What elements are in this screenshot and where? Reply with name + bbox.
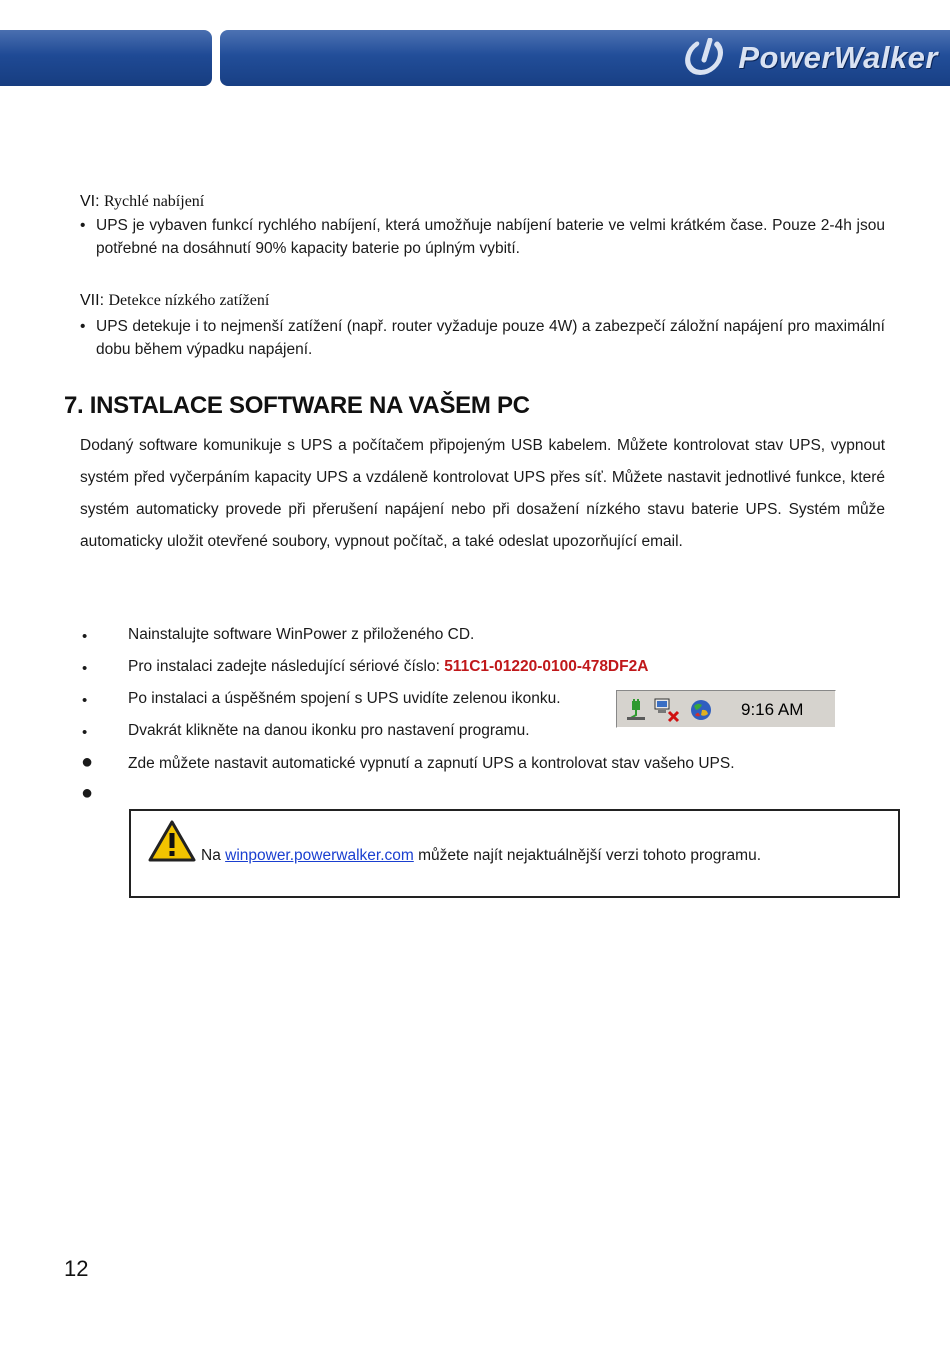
bullet-icon: ● [81, 782, 94, 804]
chapter-title: 7. INSTALACE SOFTWARE NA VAŠEM PC [64, 392, 530, 419]
section-vii-bullet [80, 315, 885, 361]
network-disconnected-icon [653, 697, 681, 723]
section-vi-number: VI: [80, 193, 100, 210]
section-vi-text: UPS je vybaven funkcí rychlého nabíjení, která umožňuje nabíjení baterie ve velmi krátkém čase. Pouze 2-4h jsou potřebné na dosáhnutí 90% kapacity baterie po úplným vybití. [96, 217, 885, 257]
bullet-icon: • [82, 660, 88, 677]
banner-right-block [220, 30, 950, 86]
bullet-icon: • [80, 217, 86, 234]
bullet-icon: • [82, 724, 88, 741]
step-serial-text [128, 658, 648, 676]
notice-box [129, 809, 900, 898]
section-vi-title: Rychlé nabíjení [104, 193, 205, 210]
header-banner [0, 30, 950, 86]
banner-left-block [0, 30, 212, 86]
power-symbol-icon [684, 38, 732, 78]
system-tray-screenshot [616, 690, 836, 728]
section-vi-heading [80, 193, 204, 211]
winpower-plug-icon [625, 699, 647, 721]
bullet-icon: • [82, 692, 88, 709]
step-doubleclick-text: Dvakrát klikněte na danou ikonku pro nastavení programu. [128, 722, 530, 739]
step-connected-text: Po instalaci a úspěšném spojení s UPS uvidíte zelenou ikonku. [128, 690, 561, 707]
serial-number: 511C1-01220-0100-478DF2A [444, 658, 649, 675]
chapter-paragraph: Dodaný software komunikuje s UPS a počítačem připojeným USB kabelem. Můžete kontrolovat stav UPS, vypnout systém před vyčerpáním kapacity UPS a vzdáleně kontrolovat UPS přes síť. Můžete nastavit jednotlivé funkce, které systém automaticky provede při přerušení napájení nebo při dosažení nízkého stavu baterie UPS. Systém může automaticky uložit otevřené soubory, vypnout počítač, a také odeslat upozorňující email. [80, 437, 885, 550]
section-vi-bullet [80, 214, 885, 260]
bullet-icon: ● [81, 751, 94, 773]
notice-text [201, 847, 761, 865]
bullet-icon: • [82, 628, 88, 645]
section-vii-number: VII: [80, 292, 105, 309]
tray-clock: 9:16 AM [741, 700, 804, 719]
section-vii-title: Detekce nízkého zatížení [108, 292, 270, 309]
step-install-text: Nainstalujte software WinPower z přiloženého CD. [128, 626, 475, 643]
warning-icon [147, 819, 197, 863]
section-vii-text: UPS detekuje i to nejmenší zatížení (např. router vyžaduje pouze 4W) a zabezpečí záložní napájení pro maximální dobu během výpadku napájení. [96, 318, 885, 358]
powerwalker-logo [684, 36, 938, 80]
section-vii-heading [80, 292, 269, 310]
notice-prefix: Na [201, 847, 226, 864]
page-number: 12 [64, 1256, 89, 1281]
brand-name: PowerWalker [738, 40, 938, 75]
notice-suffix: můžete najít nejaktuálnější verzi tohoto programu. [413, 847, 762, 864]
serial-prefix: Pro instalaci zadejte následující sériové číslo: [128, 658, 445, 675]
winpower-link[interactable]: winpower.powerwalker.com [225, 847, 414, 864]
step-configure-text: Zde můžete nastavit automatické vypnutí a zapnutí UPS a kontrolovat stav vašeho UPS. [128, 755, 735, 772]
bullet-icon: • [80, 318, 86, 335]
globe-icon [689, 698, 713, 722]
